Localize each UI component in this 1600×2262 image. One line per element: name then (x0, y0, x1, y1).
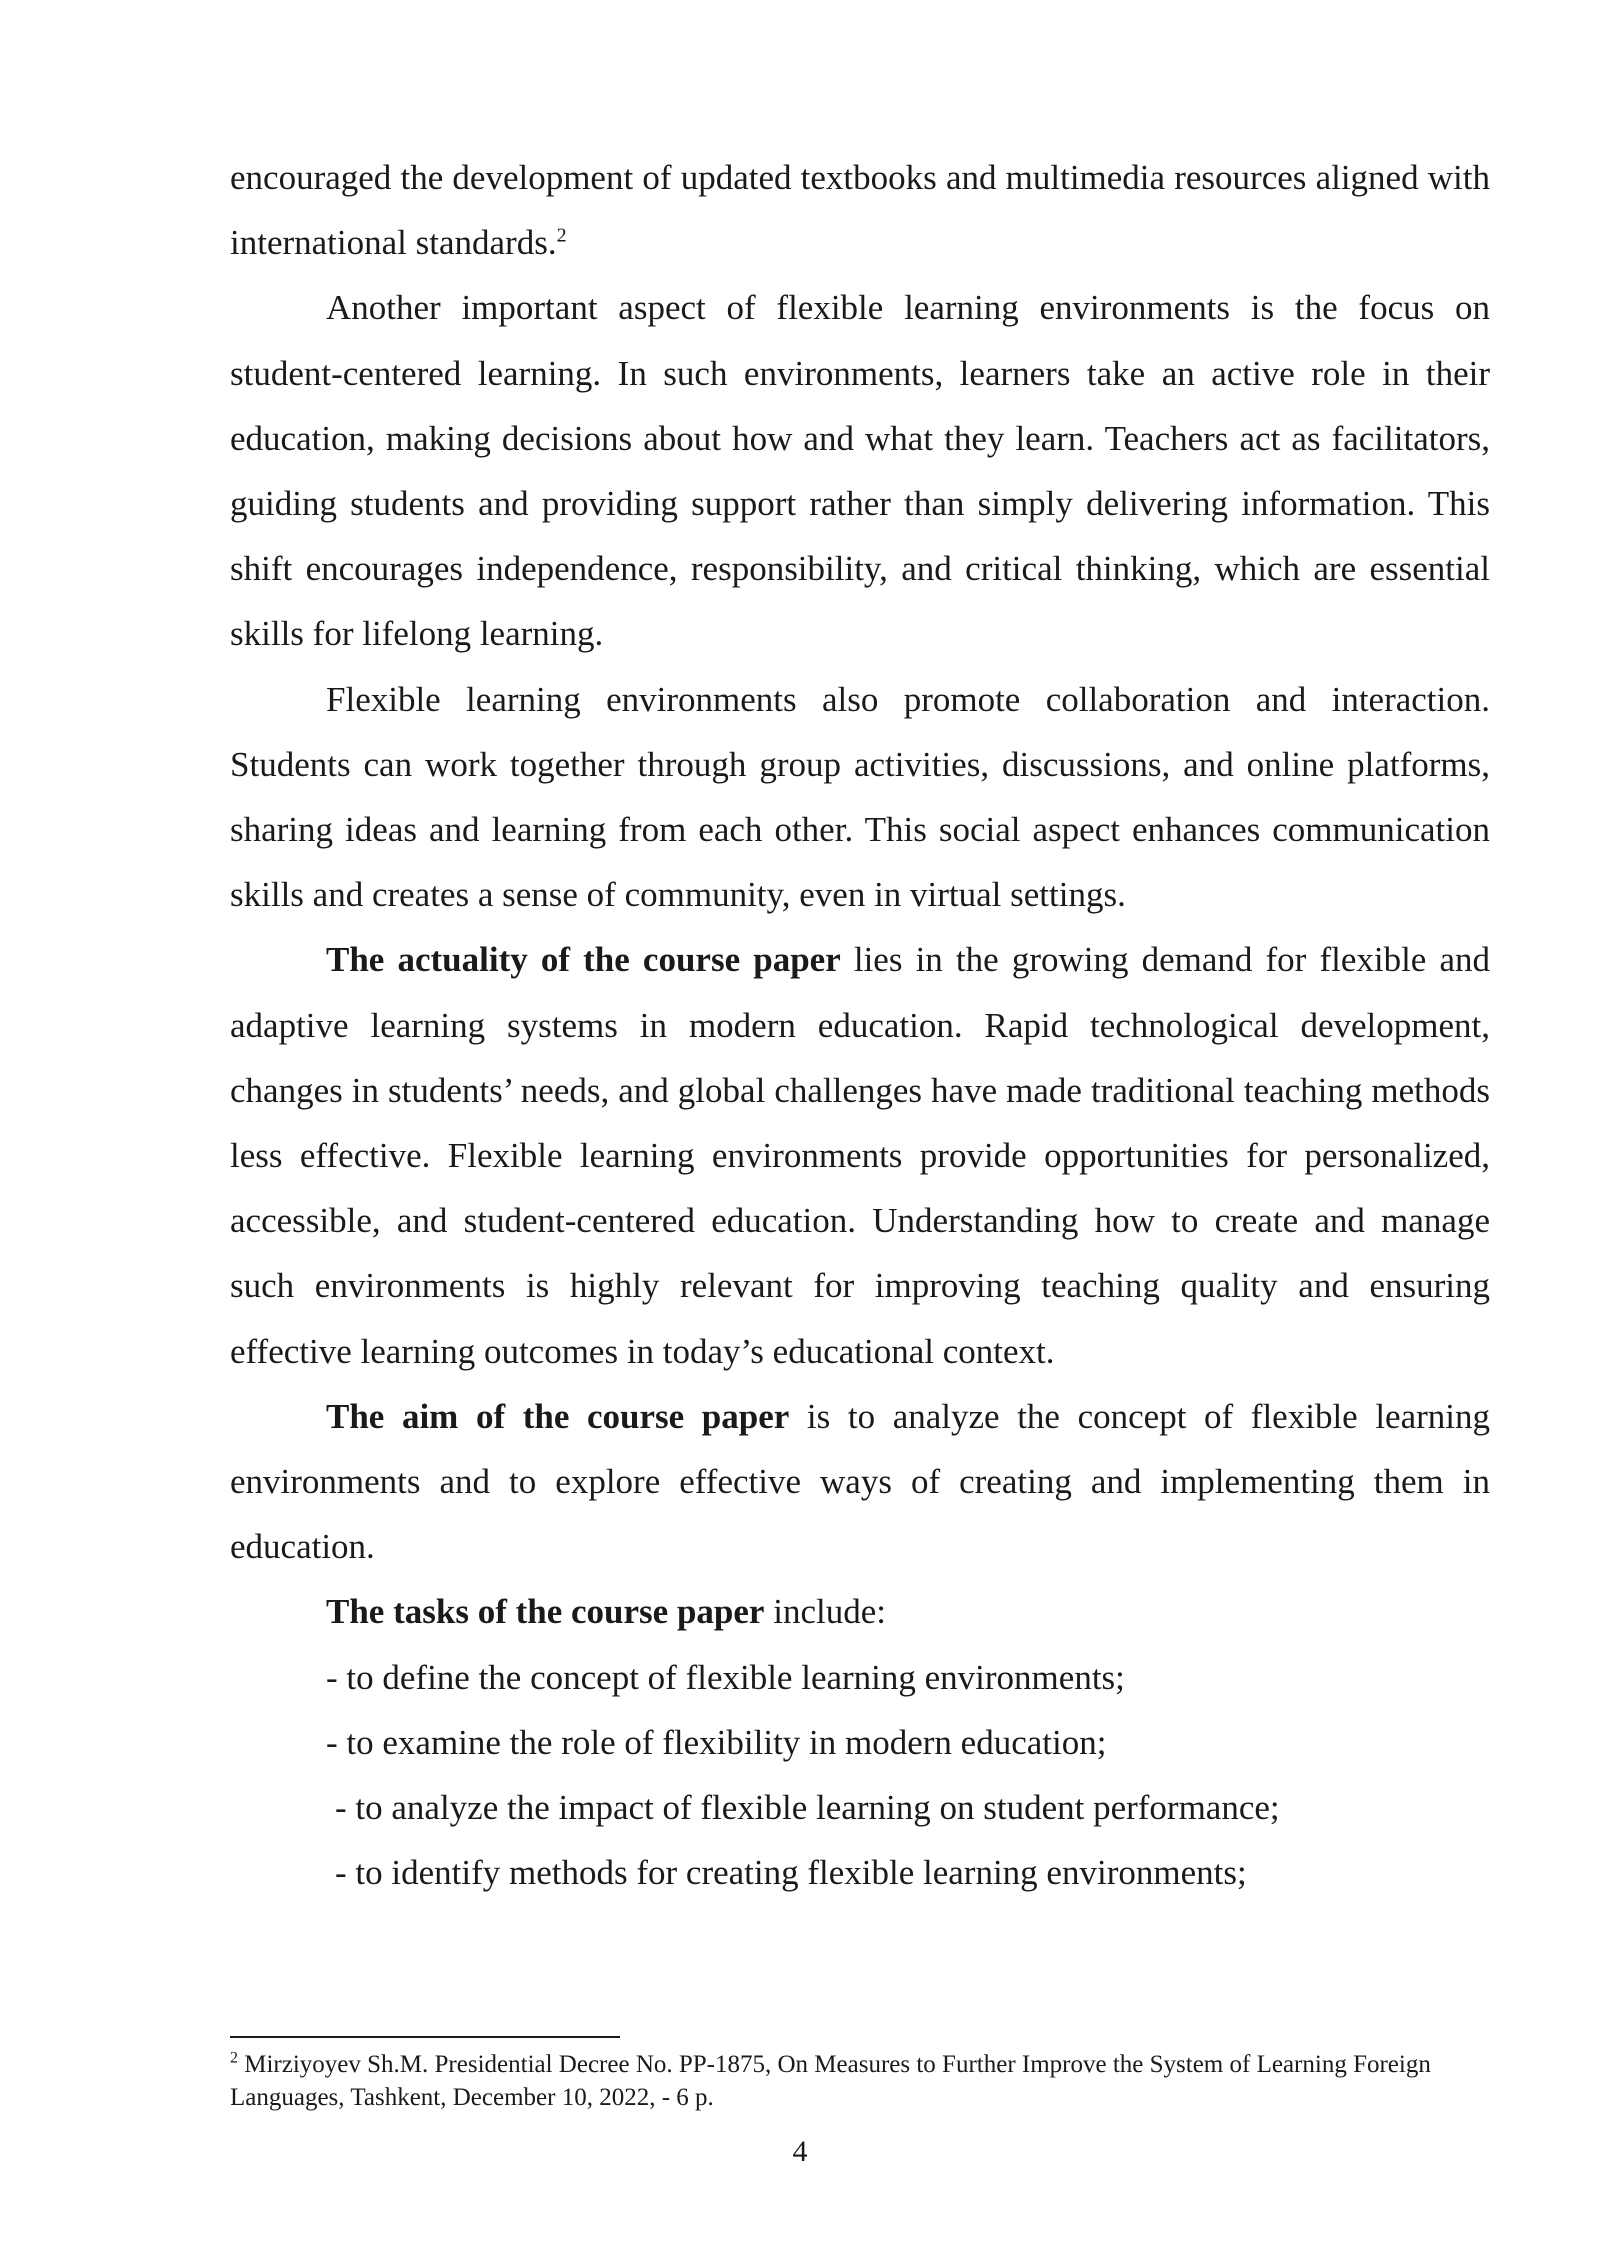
paragraph-collaboration (230, 667, 1490, 928)
paragraph-textbooks (230, 145, 1490, 275)
paragraph-student-centered (230, 275, 1490, 666)
paragraph-text: lies in the growing demand for flexible and adaptive learning systems in modern education. Rapid technological development, changes in students’ needs, and global challenges have made traditional teaching methods less effective. Flexible learning environments provide opportunities for personalized, accessible, and student-centered education. Understanding how to create and manage such environments is highly relevant for improving teaching quality and ensuring effective learning outcomes in today’s educational context. (230, 940, 1491, 1371)
paragraph-text: Another important aspect of flexible learning environments is the focus on student-centered learning. In such environments, learners take an active role in their education, making decisions about how and what they learn. Teachers act as facilitators, guiding students and providing support rather than simply delivering information. This shift encourages independence, responsibility, and critical thinking, which are essential skills for lifelong learning. (230, 288, 1490, 654)
list-item: - to identify methods for creating flexible learning environments; (335, 1853, 1247, 1893)
page-number: 4 (792, 2135, 808, 2168)
tasks-list (230, 1645, 1490, 1906)
paragraph-text: Flexible learning environments also promote collaboration and interaction. Students can work together through group activities, discussions, and online platforms, sharing ideas and learning from each other. This social aspect enhances communication skills and creates a sense of community, even in virtual settings. (230, 679, 1490, 915)
list-item: - to define the concept of flexible learning environments; (326, 1657, 1125, 1697)
paragraph-text: encouraged the development of updated textbooks and multimedia resources aligned with international standards. (230, 158, 1490, 263)
paragraph-text: include: (764, 1592, 886, 1632)
actuality-heading: The actuality of the course paper (326, 940, 841, 980)
footnote-number: 2 (230, 2049, 238, 2067)
tasks-heading: The tasks of the course paper (326, 1592, 765, 1632)
paragraph-text: is to analyze the concept of flexible learning environments and to explore effective ways of creating and implementing them in education. (230, 1396, 1490, 1567)
footnote-reference[interactable]: 2 (556, 224, 567, 247)
footnote (230, 2048, 1490, 2114)
footnote-separator (230, 2036, 620, 2038)
paragraph-aim (230, 1384, 1490, 1580)
footnote-text: Mirziyoyev Sh.M. Presidential Decree No. PP-1875, On Measures to Further Improve the System of Learning Foreign Languages, Tashkent, December 10, 2022, - 6 p. (230, 2051, 1431, 2111)
page-body (230, 145, 1490, 1905)
aim-heading: The aim of the course paper (326, 1396, 790, 1436)
paragraph-tasks-intro (230, 1579, 1490, 1644)
list-item: - to examine the role of flexibility in modern education; (326, 1722, 1107, 1762)
list-item: - to analyze the impact of flexible learning on student performance; (335, 1788, 1280, 1828)
paragraph-actuality (230, 927, 1490, 1383)
